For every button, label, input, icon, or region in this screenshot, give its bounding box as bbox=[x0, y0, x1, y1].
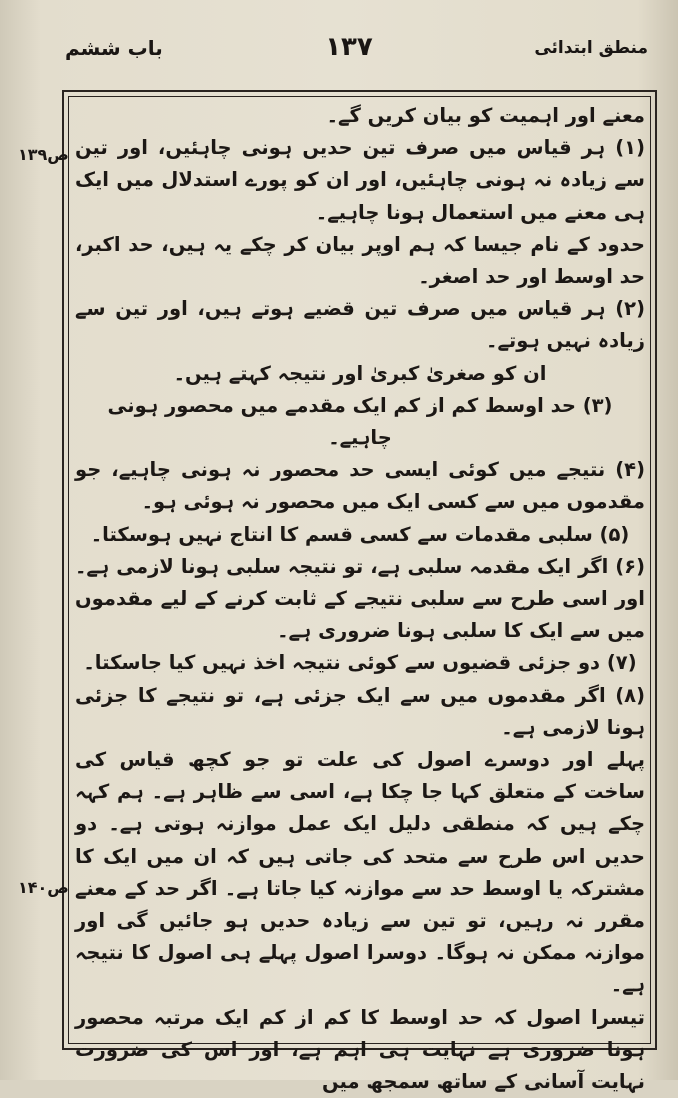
paragraph: پہلے اور دوسرے اصول کی علت تو جو کچھ قیاس کی ساخت کے متعلق کہا جا چکا ہے، اسی سے ظاہر ہے۔ ہم کہہ چکے ہیں کہ منطقی دلیل ایک عمل موازنہ ہوتی ہے۔ دو حدیں اس طرح سے متحد کی جاتی ہیں کہ ان میں ایک کا مشترکہ یا اوسط حد سے موازنہ کیا جاتا ہے۔ اگر حد کے معنے مقرر نہ رہیں، تو تین سے زیادہ حدیں ہو جائیں گی اور موازنہ ممکن نہ ہوگا۔ دوسرا اصول پہلے ہی اصول کا نتیجہ ہے۔ bbox=[75, 748, 645, 997]
paragraph: معنے اور اہمیت کو بیان کریں گے۔ bbox=[326, 104, 645, 127]
paragraph: حدود کے نام جیسا کہ ہم اوپر بیان کر چکے یہ ہیں، حد اکبر، حد اوسط اور حد اصغر۔ bbox=[75, 232, 645, 289]
rule-3: (۳) حد اوسط کم از کم ایک مقدمے میں محصور ہونی چاہیے۔ bbox=[107, 393, 613, 450]
margin-page-ref: ص۱۴۰ bbox=[18, 878, 69, 897]
rule-1: (۱) ہر قیاس میں صرف تین حدیں ہونی چاہئیں، اور تین سے زیادہ نہ ہونی چاہئیں، اور ان کو پورے استدلال میں ایک ہی معنے میں استعمال ہونا چاہیے۔ bbox=[75, 136, 645, 224]
rule-4: (۴) نتیجے میں کوئی ایسی حد محصور نہ ہونی چاہیے، جو مقدموں میں سے کسی ایک میں محصور نہ ہوئی ہو۔ bbox=[75, 458, 645, 514]
paragraph: تیسرا اصول کہ حد اوسط کا کم از کم ایک مرتبہ محصور ہونا ضروری ہے نہایت ہی اہم ہے، اور اس کی ضرورت نہایت آسانی کے ساتھ سمجھ میں bbox=[75, 1005, 645, 1094]
margin-page-ref: ص۱۳۹ bbox=[18, 145, 69, 164]
rule-6: (۶) اگر ایک مقدمہ سلبی ہے، تو نتیجہ سلبی ہونا لازمی ہے۔ اور اسی طرح سے سلبی نتیجے کے ثابت کرنے کے لیے مقدموں میں سے ایک کا سلبی ہونا ضروری ہے۔ bbox=[75, 554, 645, 643]
page-number: ۱۳۷ bbox=[325, 32, 373, 62]
rule-2: (۲) ہر قیاس میں صرف تین قضیے ہوتے ہیں، اور تین سے زیادہ نہیں ہوتے۔ bbox=[75, 297, 645, 353]
rule-8: (۸) اگر مقدموں میں سے ایک جزئی ہے، تو نتیجے کا جزئی ہونا لازمی ہے۔ bbox=[75, 683, 645, 739]
rule-7: (۷) دو جزئی قضیوں سے کوئی نتیجہ اخذ نہیں کیا جاسکتا۔ bbox=[83, 651, 637, 675]
body-text bbox=[75, 100, 645, 1094]
page-header bbox=[40, 30, 658, 70]
book-title: منطق ابتدائی bbox=[534, 38, 648, 58]
rule-5: (۵) سلبی مقدمات سے کسی قسم کا انتاج نہیں ہوسکتا۔ bbox=[90, 522, 630, 546]
paragraph: ان کو صغریٰ کبریٰ اور نتیجہ کہتے ہیں۔ bbox=[173, 361, 547, 385]
chapter-label: باب ششم bbox=[65, 36, 163, 60]
